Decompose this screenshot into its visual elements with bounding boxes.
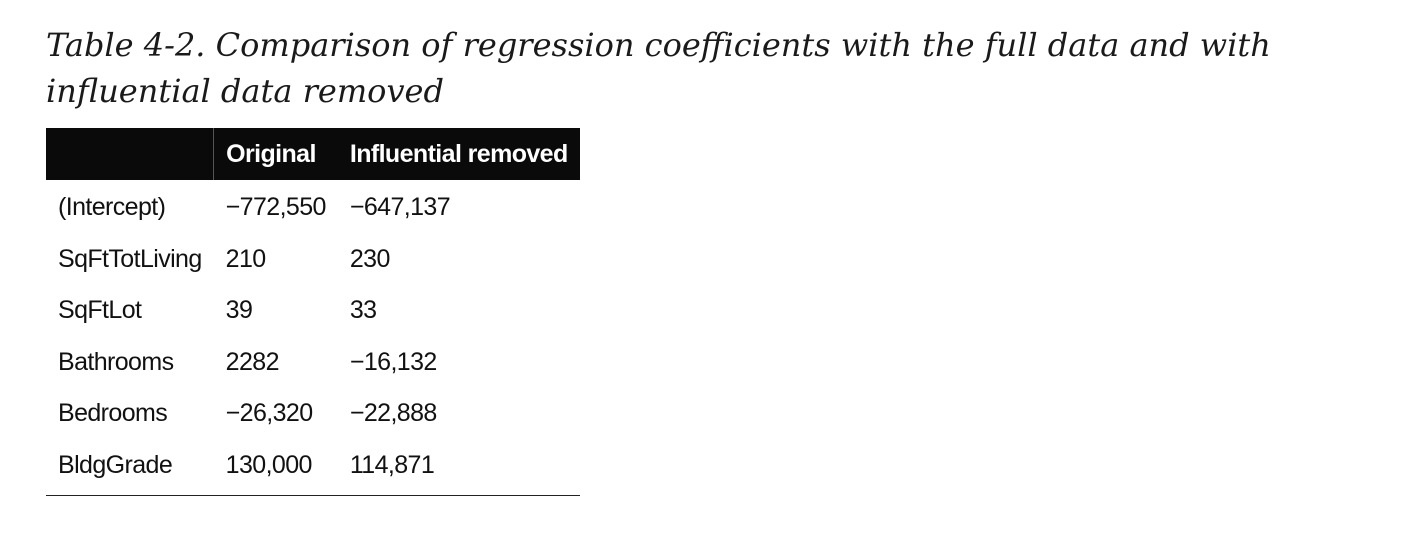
original-cell: 39 [225,296,253,325]
original-cell: 210 [225,244,266,273]
table-caption: Table 4-2. Comparison of regression coefficients with the full data and with influential data removed [46,26,1271,110]
header-cell-influential-removed: Influential removed [338,128,580,180]
influential-removed-cell: 33 [349,296,377,325]
term-cell: BldgGrade [58,450,173,479]
header-cell-term [46,128,214,180]
influential-removed-cell: −16,132 [349,347,437,376]
original-cell: −772,550 [225,193,326,222]
influential-removed-cell: 114,871 [349,450,435,479]
influential-removed-cell: −647,137 [349,193,451,222]
table-row [46,285,580,337]
table-body [46,180,580,496]
original-cell: 2282 [225,347,279,376]
influential-removed-cell: 230 [349,244,390,273]
table-row [46,234,580,286]
table-row [46,180,580,234]
original-cell: −26,320 [225,399,313,428]
header-cell-original: Original [214,128,338,180]
influential-removed-cell: −22,888 [349,399,437,428]
header-row [46,128,580,180]
term-cell: (Intercept) [58,193,166,222]
table-header [46,128,580,180]
table-row [46,388,580,440]
coefficients-table [46,128,580,496]
term-cell: SqFtLot [58,296,142,325]
term-cell: Bathrooms [58,347,174,376]
term-cell: SqFtTotLiving [58,244,202,273]
term-cell: Bedrooms [58,399,168,428]
table-row [46,440,580,496]
table-row [46,337,580,389]
original-cell: 130,000 [225,450,312,479]
